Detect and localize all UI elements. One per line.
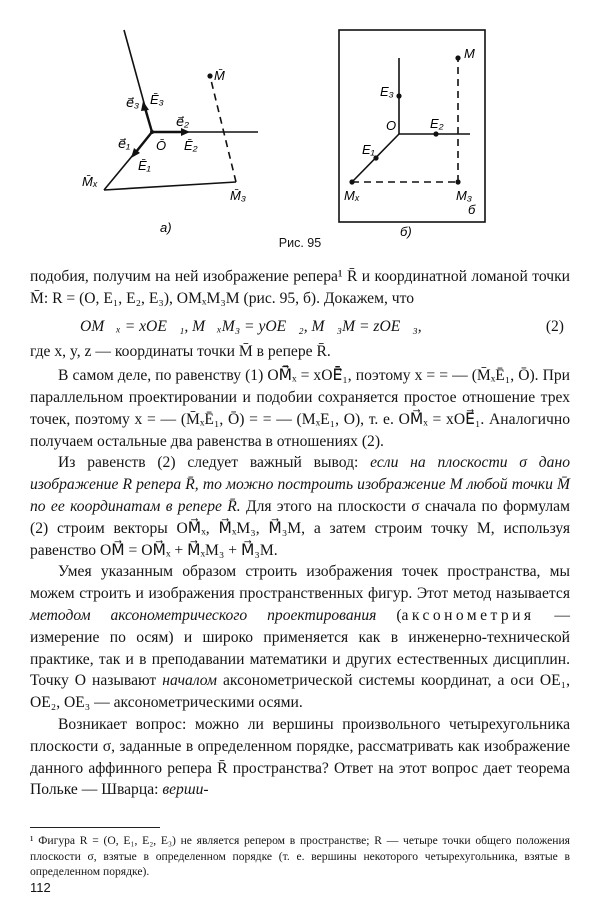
p6-a: Возникает вопрос: можно ли вершины произвольного четырехугольника плоскости σ, заданные в определенном порядке, рассматривать как изображение данного аффинного репера R̄ пространства? Ответ на этот вопрос дает теорема Польке — Шварца:: [30, 715, 570, 799]
label-e1-vec: e⃗₁: [118, 136, 131, 151]
vector-e1-arrow: [136, 132, 152, 152]
label-m: M: [464, 46, 475, 61]
paragraph-6: [30, 714, 570, 801]
label-e2-bar: Ē₂: [184, 138, 198, 153]
footnote-rule: [30, 827, 160, 828]
page-number: 112: [30, 880, 51, 895]
paragraph-3: В самом деле, по равенству (1) OM̄⃗ₓ = xOĒ⃗₁, поэтому x = = — (M̄ₓĒ₁, Ō). При параллельном проектировании и подобии сохраняется простое отношение трех точек, поэтому x = — (M̄ₓĒ₁, Ō) = = — (MₓE₁, O), т. е. OM⃗ₓ = xOE⃗₁. Аналогично получаем остальные два равенства в отношениях (2).: [30, 367, 570, 450]
p4-italic: если на плоскости σ дано изображение R репера R̄, то можно построить изображение M любой точки M̄ по ее координатам в репере R̄.: [30, 454, 570, 515]
label-o: O: [386, 118, 397, 133]
figure-caption: Рис. 95: [278, 236, 322, 250]
label-e2: E₂: [430, 116, 444, 131]
paragraph-4: [30, 452, 570, 561]
footnote: ¹ Фигура R = (O, E₁, E₂, E₃) не является репером в пространстве; R — четыре точки общего положения плоскости σ, взятые в определенном порядке (т. е. вершины некоторого четырехугольника, взятые в определенном порядке).: [30, 834, 570, 878]
p5-b: (: [376, 606, 402, 624]
label-mx-bar: M̄ₓ: [82, 174, 98, 189]
point-e2: [433, 131, 438, 136]
label-m3-bar: M̄₃: [230, 188, 246, 203]
point-e3: [396, 93, 401, 98]
formula-2: [30, 310, 570, 342]
label-e2-vec: e⃗₂: [176, 114, 189, 129]
formula-number: (2): [545, 317, 564, 335]
arrowhead-e3: [141, 101, 149, 111]
formula-expression: OM⃗ₓ = xOE⃗₁, M⃗ₓM₃ = yOE⃗₂, M⃗₃M = zOE⃗₃,: [80, 317, 422, 335]
point-o-bar: [150, 130, 154, 134]
p6-italic: верши-: [162, 781, 209, 799]
label-e3: E₃: [380, 84, 394, 99]
point-m: [455, 55, 460, 60]
point-m3: [455, 179, 460, 184]
p4-start: Из равенств (2) следует важный вывод:: [58, 454, 371, 472]
p5-term: методом аксонометрического проектирования: [30, 606, 377, 624]
label-e3-bar: Ē₃: [150, 92, 164, 107]
p5-a: Умея указанным образом строить изображения точек пространства, мы можем строить и изображения пространственных фигур. Этот метод называется: [30, 563, 570, 603]
label-e3-vec: e⃗₃: [126, 95, 140, 110]
figure-right: [352, 58, 470, 182]
point-m-bar: [207, 73, 212, 78]
label-e1: E₁: [362, 142, 375, 157]
sublabel-b: б): [400, 224, 412, 239]
p5-term2: началом: [162, 672, 217, 690]
vector-e3-arrow: [145, 108, 152, 132]
m3-m-dashed: [210, 76, 236, 182]
p5-c: — измерение по осям) и широко применяется как в инженерно-технической практике, так и в преподавании математики и других естественных дисциплин. Точку O называют: [30, 606, 570, 690]
paragraph-5: [30, 561, 570, 714]
p4-end: Для этого на плоскости σ сначала по формулам (2) строим векторы OM⃗ₓ, M⃗ₓM₃, M⃗₃M, а затем строим точку M, используя равенство OM⃗ = OM⃗ₓ + M⃗ₓM₃ + M⃗₃M.: [30, 497, 570, 559]
figure-left: [104, 30, 258, 190]
paragraph-1: подобия, получим на ней изображение репера¹ R̄ и координатной ломаной точки M̄: R = (O, E₁, E₂, E₃), OMₓM₃M (рис. 95, б). Докажем, что: [30, 268, 570, 307]
paragraph-2: где x, y, z — координаты точки M̄ в репере R̄.: [30, 343, 331, 361]
figure-95: [0, 0, 600, 240]
body-text: [30, 266, 570, 801]
sublabel-a: а): [160, 220, 172, 235]
point-mx: [349, 179, 354, 184]
p5-d: аксонометрической системы координат, а оси OE₁, OE₂, OE₃ — аксонометрическими осями.: [30, 672, 570, 712]
label-o-bar: Ō: [156, 138, 167, 153]
mx-m3-line: [104, 182, 236, 190]
p5-spaced: аксонометрия: [401, 606, 535, 624]
label-m-bar: M̄: [214, 68, 225, 83]
label-m3: M₃: [456, 188, 472, 203]
frame-corner-label: б: [468, 202, 476, 217]
label-e1-bar: Ē₁: [138, 158, 151, 173]
label-mx: Mₓ: [344, 188, 360, 203]
arrowhead-e2: [181, 128, 190, 136]
